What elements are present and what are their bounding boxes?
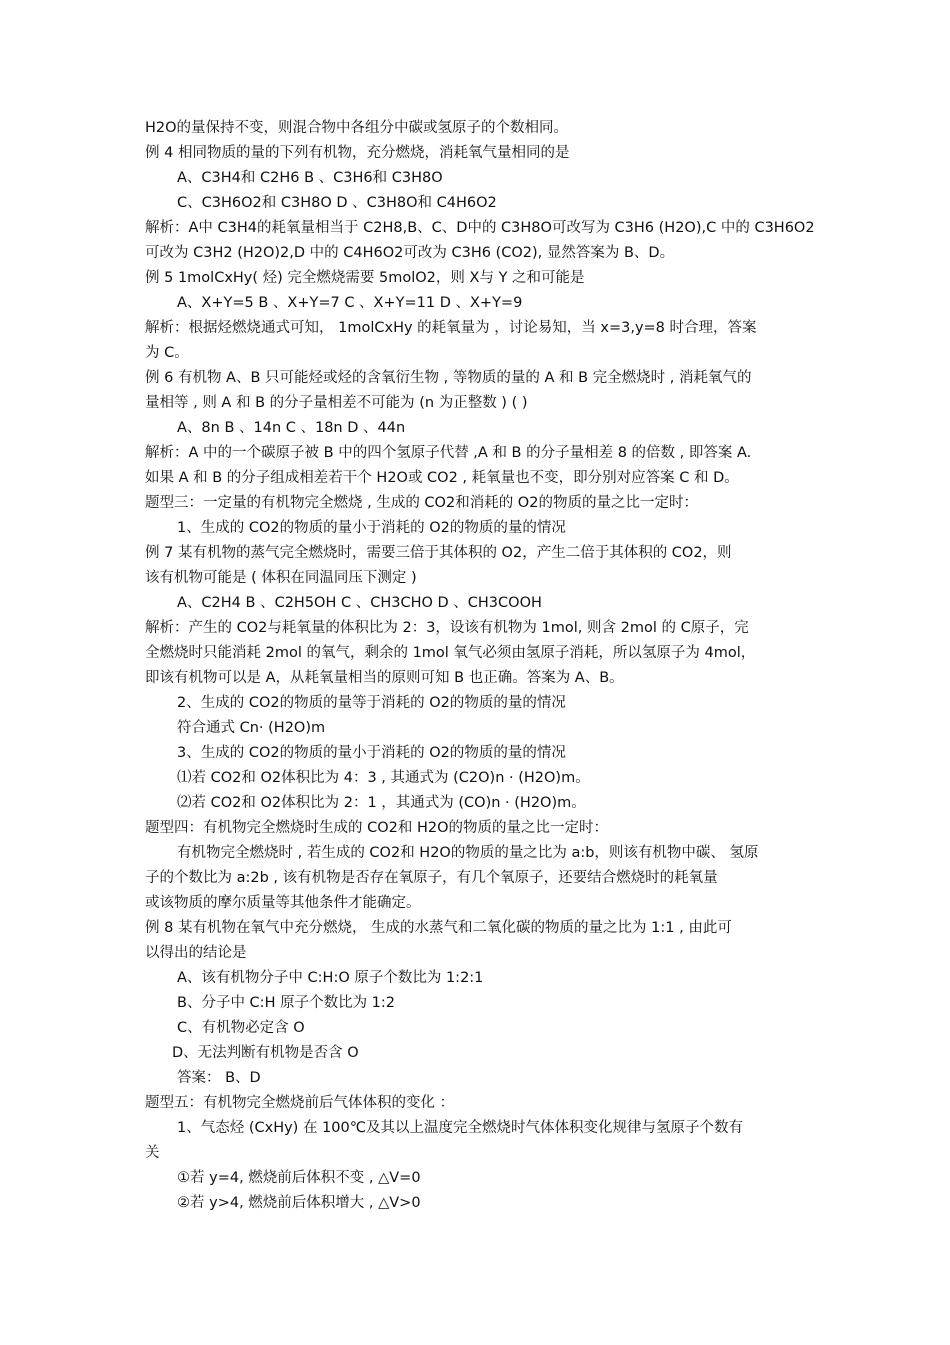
analysis-line: 全燃烧时只能消耗 2mol 的氧气，剩余的 1mol 氧气必须由氢原子消耗，所以氢原子为 4mol，	[145, 645, 756, 661]
text-line: 有机物完全燃烧时 , 若生成的 CO2和 H2O的物质的量之比为 a:b，则该有机物中碳、 氢原	[177, 845, 759, 861]
example-6-heading-cont: 量相等 , 则 A 和 B 的分子量相差不可能为 (n 为正整数 ) ( )	[145, 395, 528, 411]
analysis-line: 解析：根据烃燃烧通式可知， 1molCxHy 的耗氧量为 ，讨论易知，当 x=3,y=8 时合理，答案	[145, 320, 757, 336]
formula-line: 符合通式 Cn· (H2O)m	[177, 720, 326, 736]
text-line: H2O的量保持不变，则混合物中各组分中碳或氢原子的个数相同。	[145, 120, 569, 136]
text-line: 子的个数比为 a:2b , 该有机物是否存在氧原子，有几个氧原子，还要结合燃烧时的耗氧量	[145, 870, 718, 886]
example-8-heading-cont: 以得出的结论是	[145, 945, 247, 961]
subsection-line: 3、生成的 CO2的物质的量小于消耗的 O2的物质的量的情况	[177, 745, 566, 761]
analysis-line: 解析：A 中的一个碳原子被 B 中的四个氢原子代替 ,A 和 B 的分子量相差 8 的倍数 , 即答案 A.	[145, 445, 752, 461]
example-8-option-c: C、有机物必定含 O	[177, 1020, 305, 1036]
example-8-option-a: A、该有机物分子中 C:H:O 原子个数比为 1:2:1	[177, 970, 484, 986]
example-8-option-d: D、无法判断有机物是否含 O	[172, 1045, 359, 1061]
example-6-heading: 例 6 有机物 A、B 只可能烃或烃的含氧衍生物 , 等物质的量的 A 和 B 完全燃烧时 , 消耗氧气的	[145, 370, 752, 386]
example-5-heading: 例 5 1molCxHy( 烃) 完全燃烧需要 5molO2，则 X与 Y 之和可能是	[145, 270, 585, 286]
example-8-heading: 例 8 某有机物在氧气中充分燃烧， 生成的水蒸气和二氧化碳的物质的量之比为 1:1 , 由此可	[145, 920, 732, 936]
analysis-line: 解析：A中 C3H4的耗氧量相当于 C2H8,B、C、D中的 C3H8O可改写为 C3H6 (H2O),C 中的 C3H6O2	[145, 220, 815, 236]
subsection-line: 1、生成的 CO2的物质的量小于消耗的 O2的物质的量的情况	[177, 520, 566, 536]
example-4-options-cd: C、C3H6O2和 C3H8O D 、C3H8O和 C4H6O2	[177, 195, 497, 211]
text-line: 或该物质的摩尔质量等其他条件才能确定。	[145, 895, 421, 911]
example-6-options: A、8n B 、14n C 、18n D 、44n	[177, 420, 406, 436]
analysis-line: 可改为 C3H2 (H2O)2,D 中的 C4H6O2可改为 C3H6 (CO2), 显然答案为 B、D。	[145, 245, 675, 261]
section-heading-3: 题型三：一定量的有机物完全燃烧 , 生成的 CO2和消耗的 O2的物质的量之比一定时：	[145, 495, 698, 511]
formula-line: ⑵若 CO2和 O2体积比为 2：1 ，其通式为 (CO)n · (H2O)m。	[177, 795, 586, 811]
section-heading-5: 题型五：有机物完全燃烧前后气体体积的变化 ：	[145, 1095, 455, 1111]
analysis-line: 如果 A 和 B 的分子组成相差若干个 H2O或 CO2 , 耗氧量也不变，即分别对应答案 C 和 D。	[145, 470, 739, 486]
subsection-line: 2、生成的 CO2的物质的量等于消耗的 O2的物质的量的情况	[177, 695, 566, 711]
example-7-options: A、C2H4 B 、C2H5OH C 、CH3CHO D 、CH3COOH	[177, 595, 542, 611]
analysis-line: 解析：产生的 CO2与耗氧量的体积比为 2：3，设该有机物为 1mol, 则含 2mol 的 C原子，完	[145, 620, 749, 636]
section-heading-4: 题型四：有机物完全燃烧时生成的 CO2和 H2O的物质的量之比一定时：	[145, 820, 609, 836]
formula-line: ⑴若 CO2和 O2体积比为 4：3 , 其通式为 (C2O)n · (H2O)m。	[177, 770, 590, 786]
text-line: 1、气态烃 (CxHy) 在 100℃及其以上温度完全燃烧时气体体积变化规律与氢原子个数有	[177, 1120, 744, 1136]
example-4-heading: 例 4 相同物质的量的下列有机物，充分燃烧，消耗氧气量相同的是	[145, 145, 570, 161]
example-8-option-b: B、分子中 C:H 原子个数比为 1:2	[177, 995, 396, 1011]
rule-line: ①若 y=4, 燃烧前后体积不变 , △V=0	[177, 1170, 421, 1186]
analysis-line: 即该有机物可以是 A，从耗氧量相当的原则可知 B 也正确。答案为 A、B。	[145, 670, 624, 686]
example-4-options-ab: A、C3H4和 C2H6 B 、C3H6和 C3H8O	[177, 170, 443, 186]
answer-line: 答案： B、D	[177, 1070, 261, 1086]
text-line: 关	[145, 1145, 160, 1161]
example-5-options: A、X+Y=5 B 、X+Y=7 C 、X+Y=11 D 、X+Y=9	[177, 295, 523, 311]
analysis-line: 为 C。	[145, 345, 189, 361]
rule-line: ②若 y>4, 燃烧前后体积增大 , △V>0	[177, 1195, 421, 1211]
example-7-heading: 例 7 某有机物的蒸气完全燃烧时，需要三倍于其体积的 O2，产生二倍于其体积的 CO2，则	[145, 545, 732, 561]
example-7-heading-cont: 该有机物可能是 ( 体积在同温同压下测定 )	[145, 570, 417, 586]
